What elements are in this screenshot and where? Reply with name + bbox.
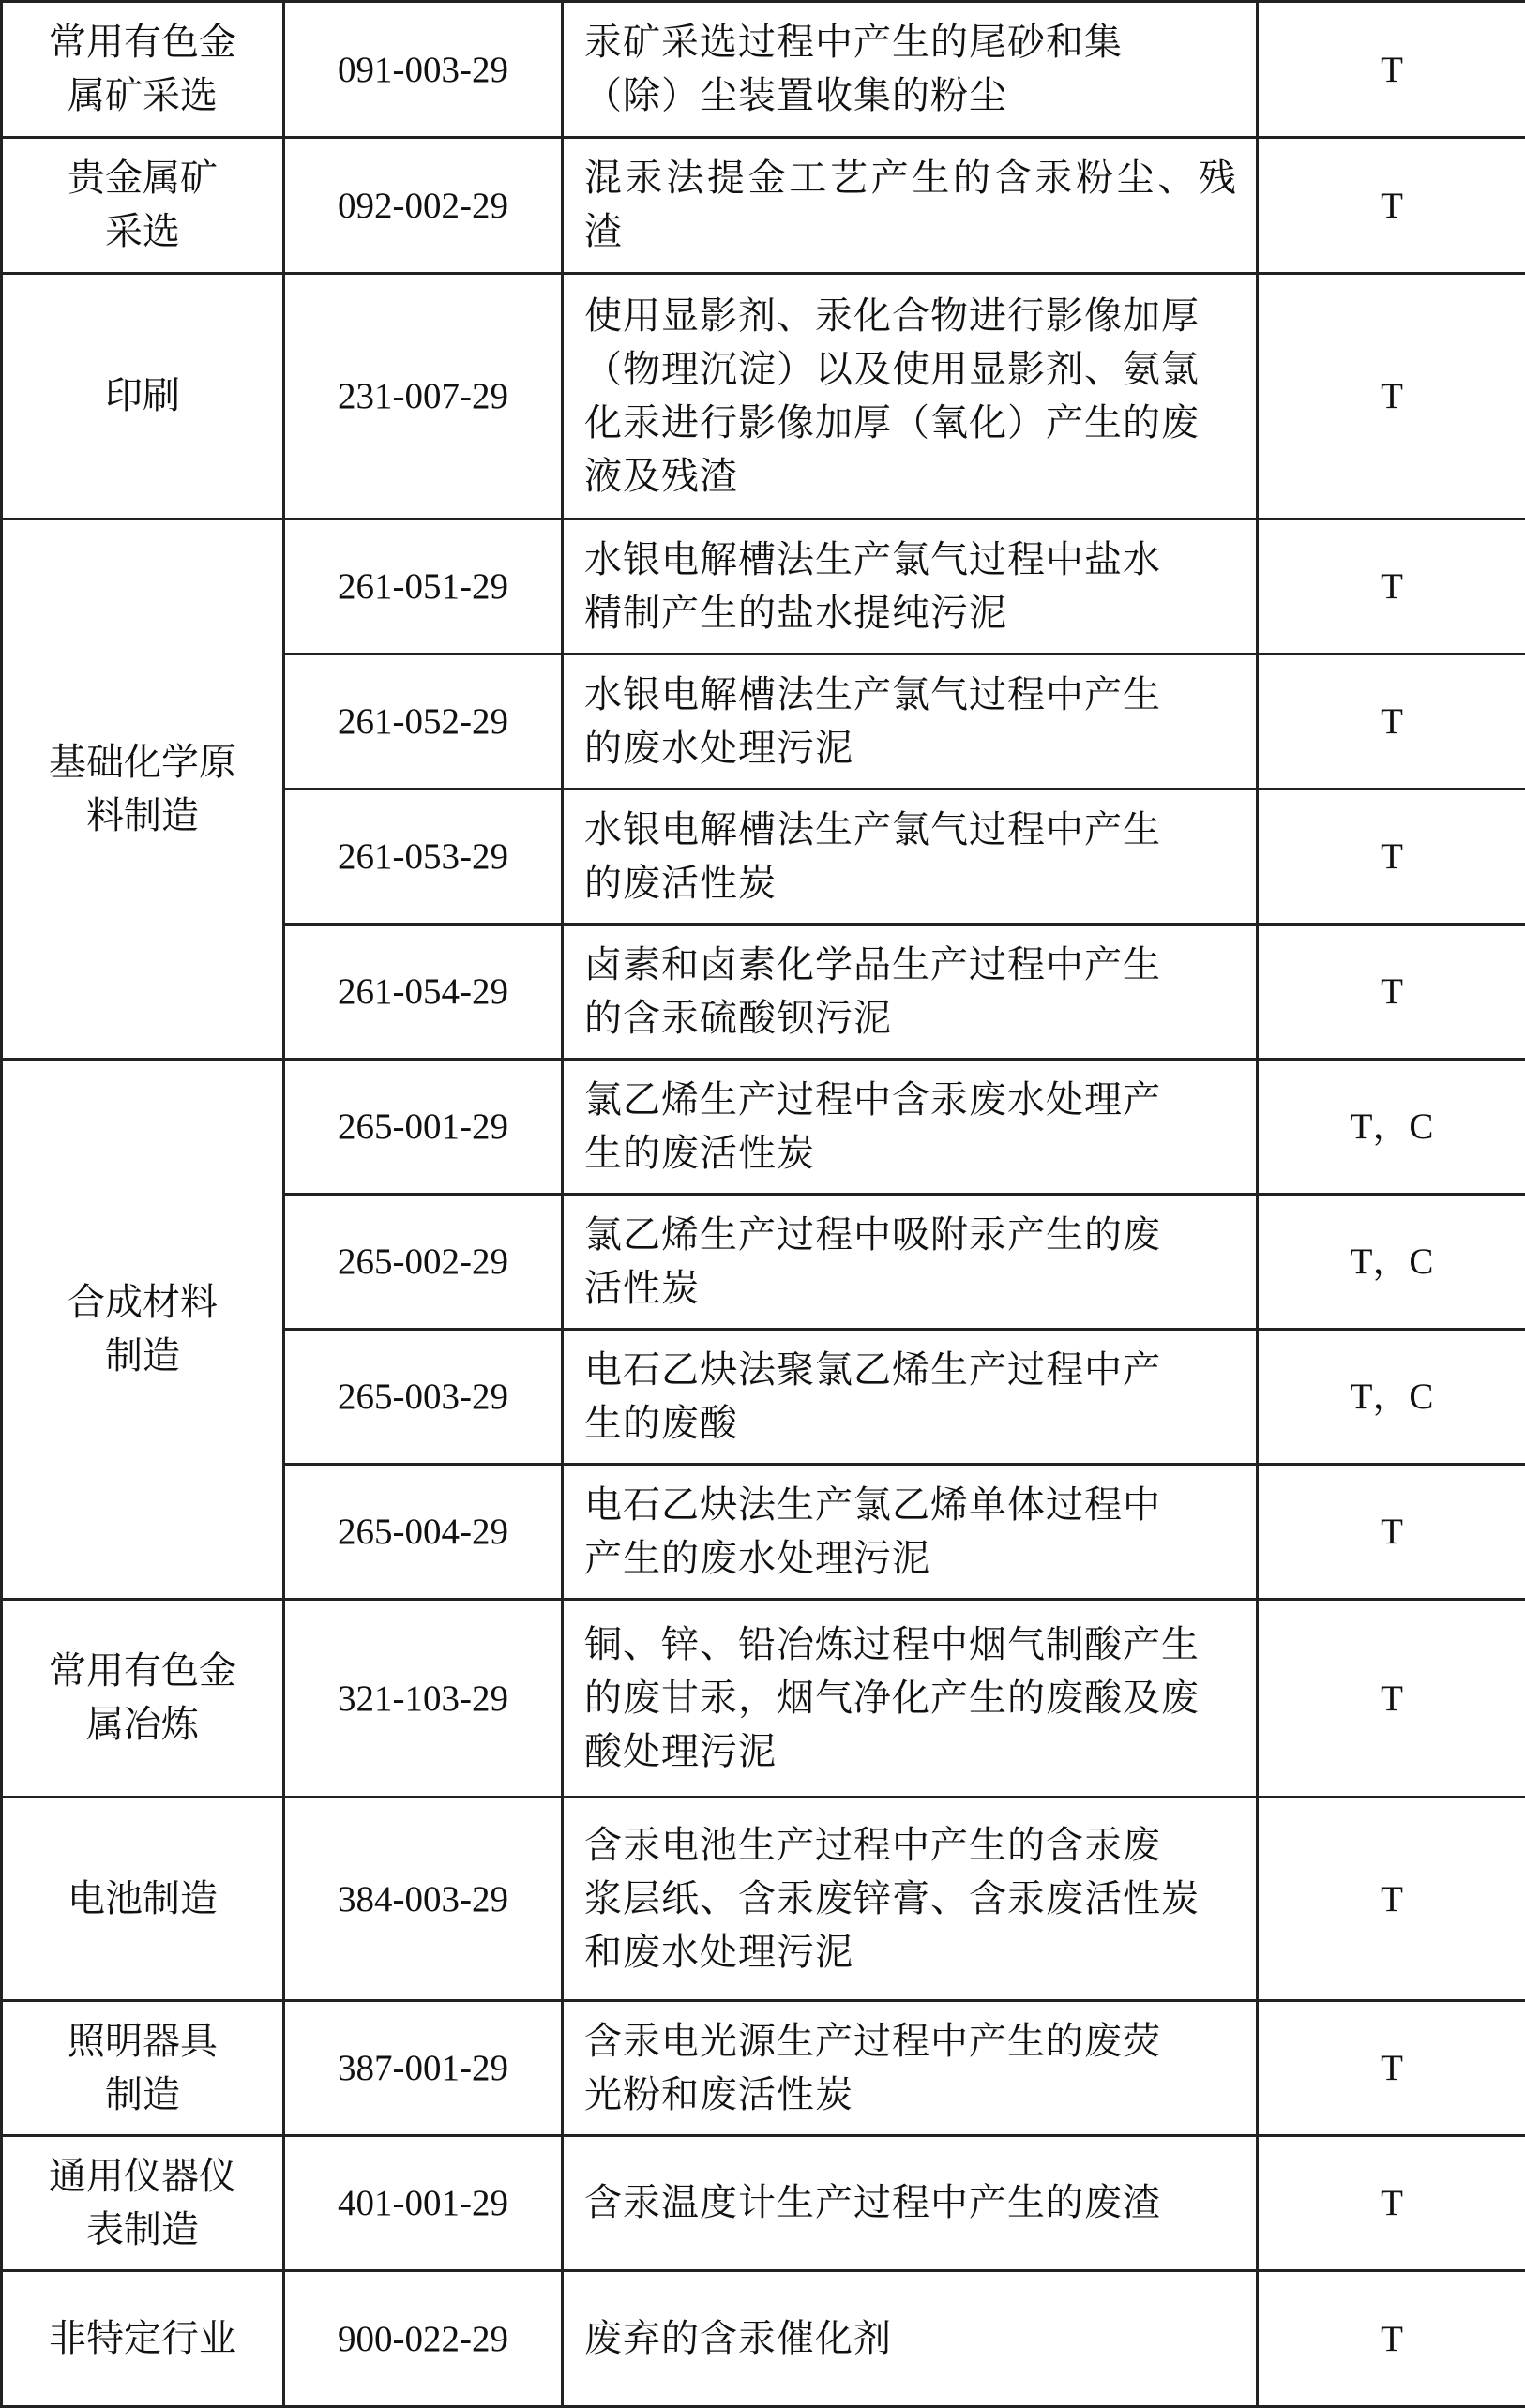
industry-cell: 照明器具 制造 — [2, 2001, 284, 2136]
hazard-characteristic-cell: T — [1258, 1465, 1525, 1600]
waste-description-cell: 铜、锌、铅冶炼过程中烟气制酸产生 的废甘汞，烟气净化产生的废酸及废 酸处理污泥 — [563, 1600, 1258, 1798]
hazard-characteristic-cell: T — [1258, 2271, 1525, 2407]
industry-cell: 印刷 — [2, 274, 284, 519]
table-row — [2, 1060, 1525, 1195]
waste-description-cell: 废弃的含汞催化剂 — [563, 2271, 1258, 2407]
waste-code-cell: 265-004-29 — [284, 1465, 563, 1600]
waste-description-cell: 汞矿采选过程中产生的尾砂和集 （除）尘装置收集的粉尘 — [563, 2, 1258, 138]
hazard-characteristic-cell: T — [1258, 790, 1525, 925]
waste-code-cell: 401-001-29 — [284, 2136, 563, 2271]
waste-code-cell: 321-103-29 — [284, 1600, 563, 1798]
table-row — [2, 519, 1525, 655]
waste-description-cell: 水银电解槽法生产氯气过程中产生 的废活性炭 — [563, 790, 1258, 925]
waste-code-cell: 261-052-29 — [284, 655, 563, 790]
waste-code-cell: 091-003-29 — [284, 2, 563, 138]
waste-description-cell: 电石乙炔法生产氯乙烯单体过程中 产生的废水处理污泥 — [563, 1465, 1258, 1600]
waste-description-cell: 使用显影剂、汞化合物进行影像加厚 （物理沉淀）以及使用显影剂、氨氯 化汞进行影像加厚（氧化）产生的废 液及残渣 — [563, 274, 1258, 519]
table-row — [2, 2001, 1525, 2136]
table-row — [2, 2271, 1525, 2407]
waste-code-cell: 231-007-29 — [284, 274, 563, 519]
waste-description-cell: 氯乙烯生产过程中含汞废水处理产 生的废活性炭 — [563, 1060, 1258, 1195]
waste-description-cell: 氯乙烯生产过程中吸附汞产生的废 活性炭 — [563, 1195, 1258, 1330]
waste-code-cell: 265-003-29 — [284, 1330, 563, 1465]
waste-description-cell: 水银电解槽法生产氯气过程中盐水 精制产生的盐水提纯污泥 — [563, 519, 1258, 655]
hazard-characteristic-cell: T — [1258, 1600, 1525, 1798]
industry-cell: 通用仪器仪 表制造 — [2, 2136, 284, 2271]
waste-description-cell: 卤素和卤素化学品生产过程中产生 的含汞硫酸钡污泥 — [563, 925, 1258, 1060]
waste-code-cell: 261-053-29 — [284, 790, 563, 925]
industry-cell: 非特定行业 — [2, 2271, 284, 2407]
table-row — [2, 2, 1525, 138]
waste-description-cell: 含汞温度计生产过程中产生的废渣 — [563, 2136, 1258, 2271]
waste-code-cell: 261-051-29 — [284, 519, 563, 655]
hazard-characteristic-cell: T — [1258, 2001, 1525, 2136]
hazard-characteristic-cell: T，C — [1258, 1330, 1525, 1465]
table-row — [2, 1600, 1525, 1798]
table-row — [2, 1798, 1525, 2001]
hazard-characteristic-cell: T，C — [1258, 1060, 1525, 1195]
table-row — [2, 138, 1525, 274]
waste-description-cell: 水银电解槽法生产氯气过程中产生 的废水处理污泥 — [563, 655, 1258, 790]
hazard-characteristic-cell: T — [1258, 2136, 1525, 2271]
waste-code-cell: 261-054-29 — [284, 925, 563, 1060]
waste-code-cell: 092-002-29 — [284, 138, 563, 274]
waste-code-cell: 900-022-29 — [284, 2271, 563, 2407]
waste-code-cell: 387-001-29 — [284, 2001, 563, 2136]
hazard-characteristic-cell: T — [1258, 925, 1525, 1060]
industry-cell: 电池制造 — [2, 1798, 284, 2001]
hazard-characteristic-cell: T — [1258, 274, 1525, 519]
hazard-characteristic-cell: T — [1258, 1798, 1525, 2001]
hazard-characteristic-cell: T，C — [1258, 1195, 1525, 1330]
hazard-characteristic-cell: T — [1258, 519, 1525, 655]
waste-description-cell: 含汞电池生产过程中产生的含汞废 浆层纸、含汞废锌膏、含汞废活性炭 和废水处理污泥 — [563, 1798, 1258, 2001]
industry-cell: 基础化学原 料制造 — [2, 519, 284, 1060]
waste-description-cell: 混汞法提金工艺产生的含汞粉尘、残渣 — [563, 138, 1258, 274]
waste-description-cell: 含汞电光源生产过程中产生的废荧 光粉和废活性炭 — [563, 2001, 1258, 2136]
table-row — [2, 2136, 1525, 2271]
industry-cell: 合成材料 制造 — [2, 1060, 284, 1600]
industry-cell: 常用有色金 属冶炼 — [2, 1600, 284, 1798]
hazard-characteristic-cell: T — [1258, 2, 1525, 138]
waste-description-cell: 电石乙炔法聚氯乙烯生产过程中产 生的废酸 — [563, 1330, 1258, 1465]
hazard-characteristic-cell: T — [1258, 138, 1525, 274]
table-row — [2, 274, 1525, 519]
waste-code-cell: 265-001-29 — [284, 1060, 563, 1195]
waste-code-cell: 384-003-29 — [284, 1798, 563, 2001]
waste-code-cell: 265-002-29 — [284, 1195, 563, 1330]
industry-cell: 贵金属矿 采选 — [2, 138, 284, 274]
hazard-characteristic-cell: T — [1258, 655, 1525, 790]
industry-cell: 常用有色金 属矿采选 — [2, 2, 284, 138]
